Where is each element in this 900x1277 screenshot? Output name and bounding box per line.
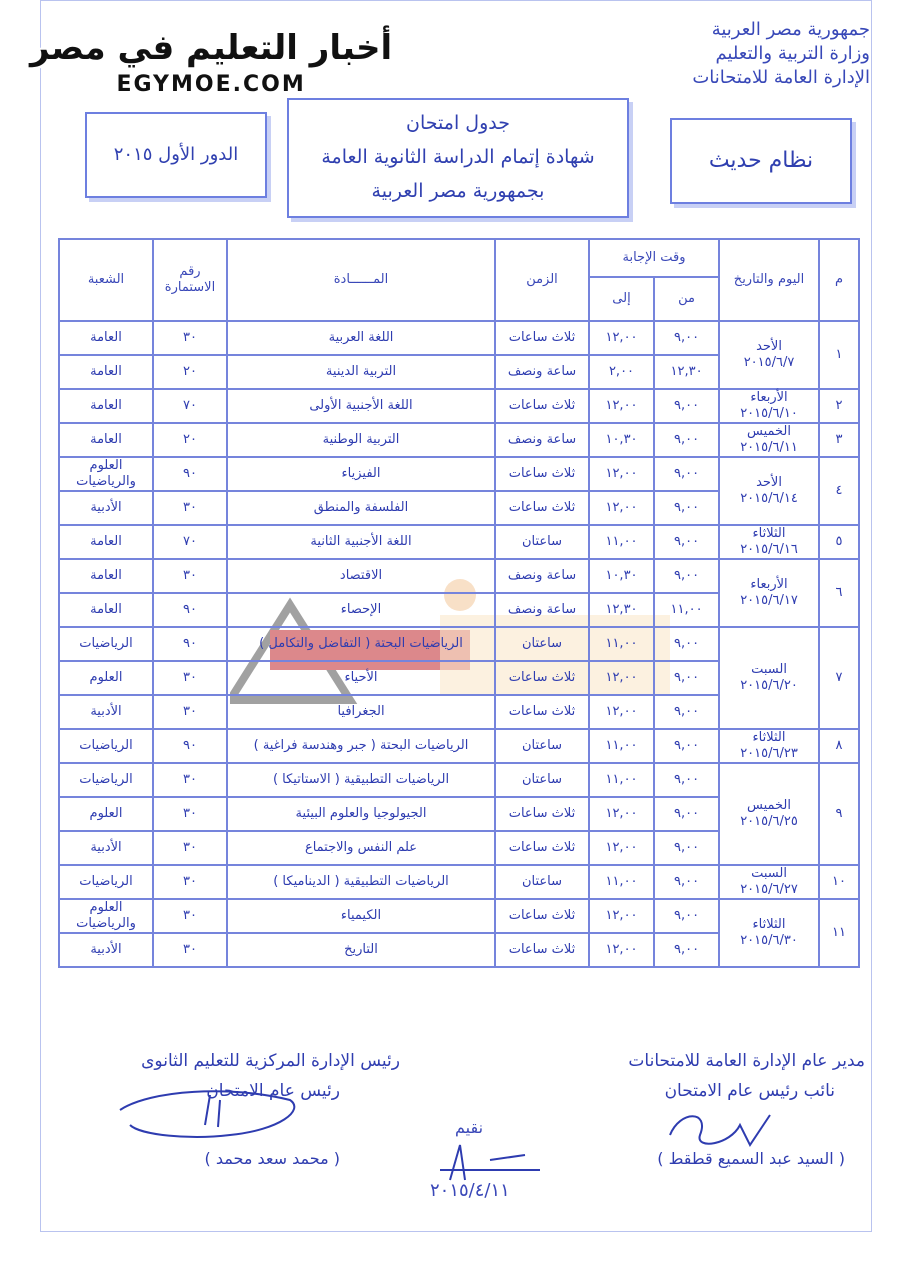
header-to: إلى (589, 277, 654, 321)
cell-form: ٩٠ (153, 457, 227, 491)
right-signature-scribble (660, 1105, 780, 1155)
cell-form: ٣٠ (153, 321, 227, 355)
cell-branch: العامة (59, 355, 153, 389)
cell-subject: التربية الوطنية (227, 423, 495, 457)
cell-subject: الفيزياء (227, 457, 495, 491)
cell-duration: ساعتان (495, 627, 589, 661)
cell-duration: ثلاث ساعات (495, 661, 589, 695)
day-date-cell (719, 559, 819, 627)
header-answer-time: وقت الإجابة (589, 239, 719, 277)
left-signature-scribble (110, 1085, 310, 1145)
table-row (59, 627, 859, 661)
cell-branch: الأدبية (59, 831, 153, 865)
cell-duration: ثلاث ساعات (495, 457, 589, 491)
cell-form: ٣٠ (153, 899, 227, 933)
cell-subject: اللغة الأجنبية الثانية (227, 525, 495, 559)
cell-subject: الرياضيات التطبيقية ( الاستاتيكا ) (227, 763, 495, 797)
table-row (59, 865, 859, 899)
left-title-2: رئيس عام الامتحان (206, 1081, 340, 1101)
day-name: الثلاثاء (752, 526, 786, 541)
table-row (59, 423, 859, 457)
day-date: ٢٠١٥/٦/١٤ (740, 491, 798, 506)
cell-form: ٣٠ (153, 559, 227, 593)
cell-branch: العامة (59, 525, 153, 559)
left-signer-name: ( محمد سعد محمد ) (204, 1149, 340, 1168)
table-row (59, 525, 859, 559)
cell-to: ١١,٠٠ (589, 763, 654, 797)
right-signer-name: ( السيد عبد السميع قطقط ) (657, 1149, 845, 1168)
day-number-cell: ٩ (819, 763, 859, 865)
schedule-body (59, 321, 859, 967)
schedule-table (58, 238, 860, 968)
day-date: ٢٠١٥/٦/٧ (743, 355, 795, 370)
cell-to: ١٢,٠٠ (589, 695, 654, 729)
day-date-cell (719, 899, 819, 967)
cell-form: ٩٠ (153, 627, 227, 661)
cell-duration: ساعتان (495, 865, 589, 899)
cell-from: ١٢,٣٠ (654, 355, 719, 389)
cell-from: ٩,٠٠ (654, 763, 719, 797)
cell-branch: الأدبية (59, 491, 153, 525)
cell-branch: الرياضيات (59, 865, 153, 899)
cell-form: ٣٠ (153, 797, 227, 831)
cell-subject: الرياضيات البحتة ( التفاضل والتكامل ) (227, 627, 495, 661)
cell-branch: العلوم والرياضيات (59, 899, 153, 933)
cell-branch: العلوم (59, 661, 153, 695)
cell-subject: الفلسفة والمنطق (227, 491, 495, 525)
cell-form: ٣٠ (153, 661, 227, 695)
cell-subject: الأحياء (227, 661, 495, 695)
cell-subject: الاقتصاد (227, 559, 495, 593)
cell-from: ٩,٠٠ (654, 831, 719, 865)
cell-duration: ساعتان (495, 763, 589, 797)
day-number-cell: ٣ (819, 423, 859, 457)
header-num: م (819, 239, 859, 321)
cell-subject: الجيولوجيا والعلوم البيئية (227, 797, 495, 831)
day-date-cell (719, 763, 819, 865)
cell-duration: ساعتان (495, 525, 589, 559)
day-name: الأربعاء (750, 390, 788, 405)
cell-duration: ثلاث ساعات (495, 797, 589, 831)
cell-branch: العلوم والرياضيات (59, 457, 153, 491)
cell-to: ١٢,٠٠ (589, 831, 654, 865)
header-day: اليوم والتاريخ (719, 239, 819, 321)
day-name: الأحد (756, 475, 782, 490)
cell-duration: ثلاث ساعات (495, 321, 589, 355)
day-name: الثلاثاء (752, 917, 786, 932)
cell-subject: الكيمياء (227, 899, 495, 933)
day-number-cell: ٨ (819, 729, 859, 763)
exam-round-label: الدور الأول ٢٠١٥ (113, 144, 239, 165)
header-form: رقم الاستمارة (153, 239, 227, 321)
exam-round-box (85, 112, 267, 198)
cell-form: ٧٠ (153, 389, 227, 423)
cell-duration: ثلاث ساعات (495, 933, 589, 967)
cell-branch: الرياضيات (59, 763, 153, 797)
cell-duration: ساعة ونصف (495, 355, 589, 389)
cell-form: ٣٠ (153, 865, 227, 899)
day-date: ٢٠١٥/٦/٢٥ (740, 814, 798, 829)
cell-to: ١٠,٣٠ (589, 559, 654, 593)
cell-to: ١٢,٠٠ (589, 321, 654, 355)
cell-duration: ثلاث ساعات (495, 491, 589, 525)
right-title-2: نائب رئيس عام الامتحان (664, 1081, 835, 1101)
header-from: من (654, 277, 719, 321)
day-name: الخميس (747, 798, 791, 813)
day-number-cell: ١ (819, 321, 859, 389)
site-logo (30, 28, 392, 97)
ministry-line-1: جمهورية مصر العربية (711, 19, 870, 40)
cell-from: ٩,٠٠ (654, 933, 719, 967)
day-date-cell (719, 729, 819, 763)
cell-from: ٩,٠٠ (654, 729, 719, 763)
header-branch: الشعبة (59, 239, 153, 321)
cell-subject: الجغرافيا (227, 695, 495, 729)
cell-duration: ثلاث ساعات (495, 831, 589, 865)
table-row (59, 389, 859, 423)
day-date: ٢٠١٥/٦/١٦ (740, 542, 798, 557)
cell-form: ٣٠ (153, 831, 227, 865)
system-label: نظام حديث (708, 148, 814, 173)
header-subject: المــــــادة (227, 239, 495, 321)
review-mark: نقيم (455, 1118, 484, 1137)
day-name: السبت (751, 662, 787, 677)
cell-to: ١٢,٠٠ (589, 661, 654, 695)
title-line-1: جدول امتحان (406, 112, 510, 134)
cell-to: ١٢,٠٠ (589, 933, 654, 967)
cell-from: ٩,٠٠ (654, 423, 719, 457)
cell-to: ٢,٠٠ (589, 355, 654, 389)
cell-branch: العلوم (59, 797, 153, 831)
day-date: ٢٠١٥/٦/٣٠ (740, 933, 798, 948)
cell-branch: الرياضيات (59, 729, 153, 763)
day-date: ٢٠١٥/٦/٢٧ (740, 882, 798, 897)
cell-branch: العامة (59, 559, 153, 593)
cell-form: ٩٠ (153, 593, 227, 627)
cell-subject: الرياضيات التطبيقية ( الديناميكا ) (227, 865, 495, 899)
cell-subject: علم النفس والاجتماع (227, 831, 495, 865)
cell-duration: ساعة ونصف (495, 593, 589, 627)
cell-from: ٩,٠٠ (654, 559, 719, 593)
cell-from: ٩,٠٠ (654, 899, 719, 933)
day-date-cell (719, 525, 819, 559)
cell-to: ١٢,٠٠ (589, 389, 654, 423)
left-title-1: رئيس الإدارة المركزية للتعليم الثانوى (141, 1051, 400, 1071)
day-date-cell (719, 457, 819, 525)
cell-from: ٩,٠٠ (654, 695, 719, 729)
title-line-3: بجمهورية مصر العربية (371, 180, 545, 202)
cell-subject: اللغة الأجنبية الأولى (227, 389, 495, 423)
cell-duration: ثلاث ساعات (495, 389, 589, 423)
cell-form: ٣٠ (153, 491, 227, 525)
cell-to: ١٢,٣٠ (589, 593, 654, 627)
ministry-line-3: الإدارة العامة للامتحانات (692, 67, 870, 88)
cell-from: ١١,٠٠ (654, 593, 719, 627)
header-duration: الزمن (495, 239, 589, 321)
day-name: الأحد (756, 339, 782, 354)
cell-from: ٩,٠٠ (654, 525, 719, 559)
day-number-cell: ٤ (819, 457, 859, 525)
cell-from: ٩,٠٠ (654, 491, 719, 525)
cell-from: ٩,٠٠ (654, 661, 719, 695)
cell-form: ٣٠ (153, 763, 227, 797)
cell-to: ١٢,٠٠ (589, 797, 654, 831)
day-date-cell (719, 627, 819, 729)
day-name: الثلاثاء (752, 730, 786, 745)
logo-arabic: أخبار التعليم في مصر (30, 28, 393, 68)
cell-to: ١٢,٠٠ (589, 899, 654, 933)
cell-subject: اللغة العربية (227, 321, 495, 355)
day-date: ٢٠١٥/٦/١٧ (740, 593, 798, 608)
cell-form: ٩٠ (153, 729, 227, 763)
cell-subject: التاريخ (227, 933, 495, 967)
cell-subject: التربية الدينية (227, 355, 495, 389)
cell-to: ١١,٠٠ (589, 525, 654, 559)
title-line-2: شهادة إتمام الدراسة الثانوية العامة (321, 146, 595, 168)
cell-form: ٣٠ (153, 695, 227, 729)
day-name: الخميس (747, 424, 791, 439)
cell-branch: العامة (59, 423, 153, 457)
cell-to: ١١,٠٠ (589, 729, 654, 763)
cell-form: ٢٠ (153, 355, 227, 389)
cell-form: ٢٠ (153, 423, 227, 457)
table-row (59, 763, 859, 797)
cell-to: ١١,٠٠ (589, 627, 654, 661)
cell-from: ٩,٠٠ (654, 865, 719, 899)
cell-form: ٧٠ (153, 525, 227, 559)
day-date-cell (719, 423, 819, 457)
cell-branch: العامة (59, 321, 153, 355)
cell-from: ٩,٠٠ (654, 389, 719, 423)
day-number-cell: ٢ (819, 389, 859, 423)
cell-duration: ساعتان (495, 729, 589, 763)
table-row (59, 559, 859, 593)
day-date-cell (719, 865, 819, 899)
cell-from: ٩,٠٠ (654, 797, 719, 831)
day-date: ٢٠١٥/٦/١١ (740, 440, 798, 455)
cell-branch: الرياضيات (59, 627, 153, 661)
ministry-line-2: وزارة التربية والتعليم (715, 43, 870, 64)
schedule-title-box (287, 98, 629, 218)
system-box (670, 118, 852, 204)
cell-to: ١١,٠٠ (589, 865, 654, 899)
right-title-1: مدير عام الإدارة العامة للامتحانات (628, 1051, 865, 1071)
day-name: السبت (751, 866, 787, 881)
cell-subject: الإحصاء (227, 593, 495, 627)
cell-branch: الأدبية (59, 933, 153, 967)
day-number-cell: ٧ (819, 627, 859, 729)
day-date: ٢٠١٥/٦/٢٠ (740, 678, 798, 693)
cell-to: ١٢,٠٠ (589, 491, 654, 525)
day-date: ٢٠١٥/٦/٢٣ (740, 746, 798, 761)
table-row (59, 321, 859, 355)
table-row (59, 899, 859, 933)
day-number-cell: ٥ (819, 525, 859, 559)
cell-form: ٣٠ (153, 933, 227, 967)
cell-duration: ساعة ونصف (495, 423, 589, 457)
day-number-cell: ١١ (819, 899, 859, 967)
day-date-cell (719, 321, 819, 389)
logo-english: EGYMOE.COM (116, 72, 306, 97)
table-row (59, 457, 859, 491)
cell-from: ٩,٠٠ (654, 457, 719, 491)
cell-to: ١٢,٠٠ (589, 457, 654, 491)
center-signature-scribble (430, 1135, 550, 1185)
cell-branch: الأدبية (59, 695, 153, 729)
day-number-cell: ٦ (819, 559, 859, 627)
cell-duration: ثلاث ساعات (495, 695, 589, 729)
day-number-cell: ١٠ (819, 865, 859, 899)
stamp-date: ٢٠١٥/٤/١١ (430, 1180, 510, 1201)
ministry-header (692, 18, 870, 90)
day-name: الأربعاء (750, 577, 788, 592)
cell-branch: العامة (59, 593, 153, 627)
day-date-cell (719, 389, 819, 423)
cell-branch: العامة (59, 389, 153, 423)
day-date: ٢٠١٥/٦/١٠ (740, 406, 798, 421)
cell-subject: الرياضيات البحتة ( جبر وهندسة فراغية ) (227, 729, 495, 763)
table-row (59, 729, 859, 763)
cell-from: ٩,٠٠ (654, 627, 719, 661)
cell-from: ٩,٠٠ (654, 321, 719, 355)
cell-duration: ساعة ونصف (495, 559, 589, 593)
cell-duration: ثلاث ساعات (495, 899, 589, 933)
cell-to: ١٠,٣٠ (589, 423, 654, 457)
